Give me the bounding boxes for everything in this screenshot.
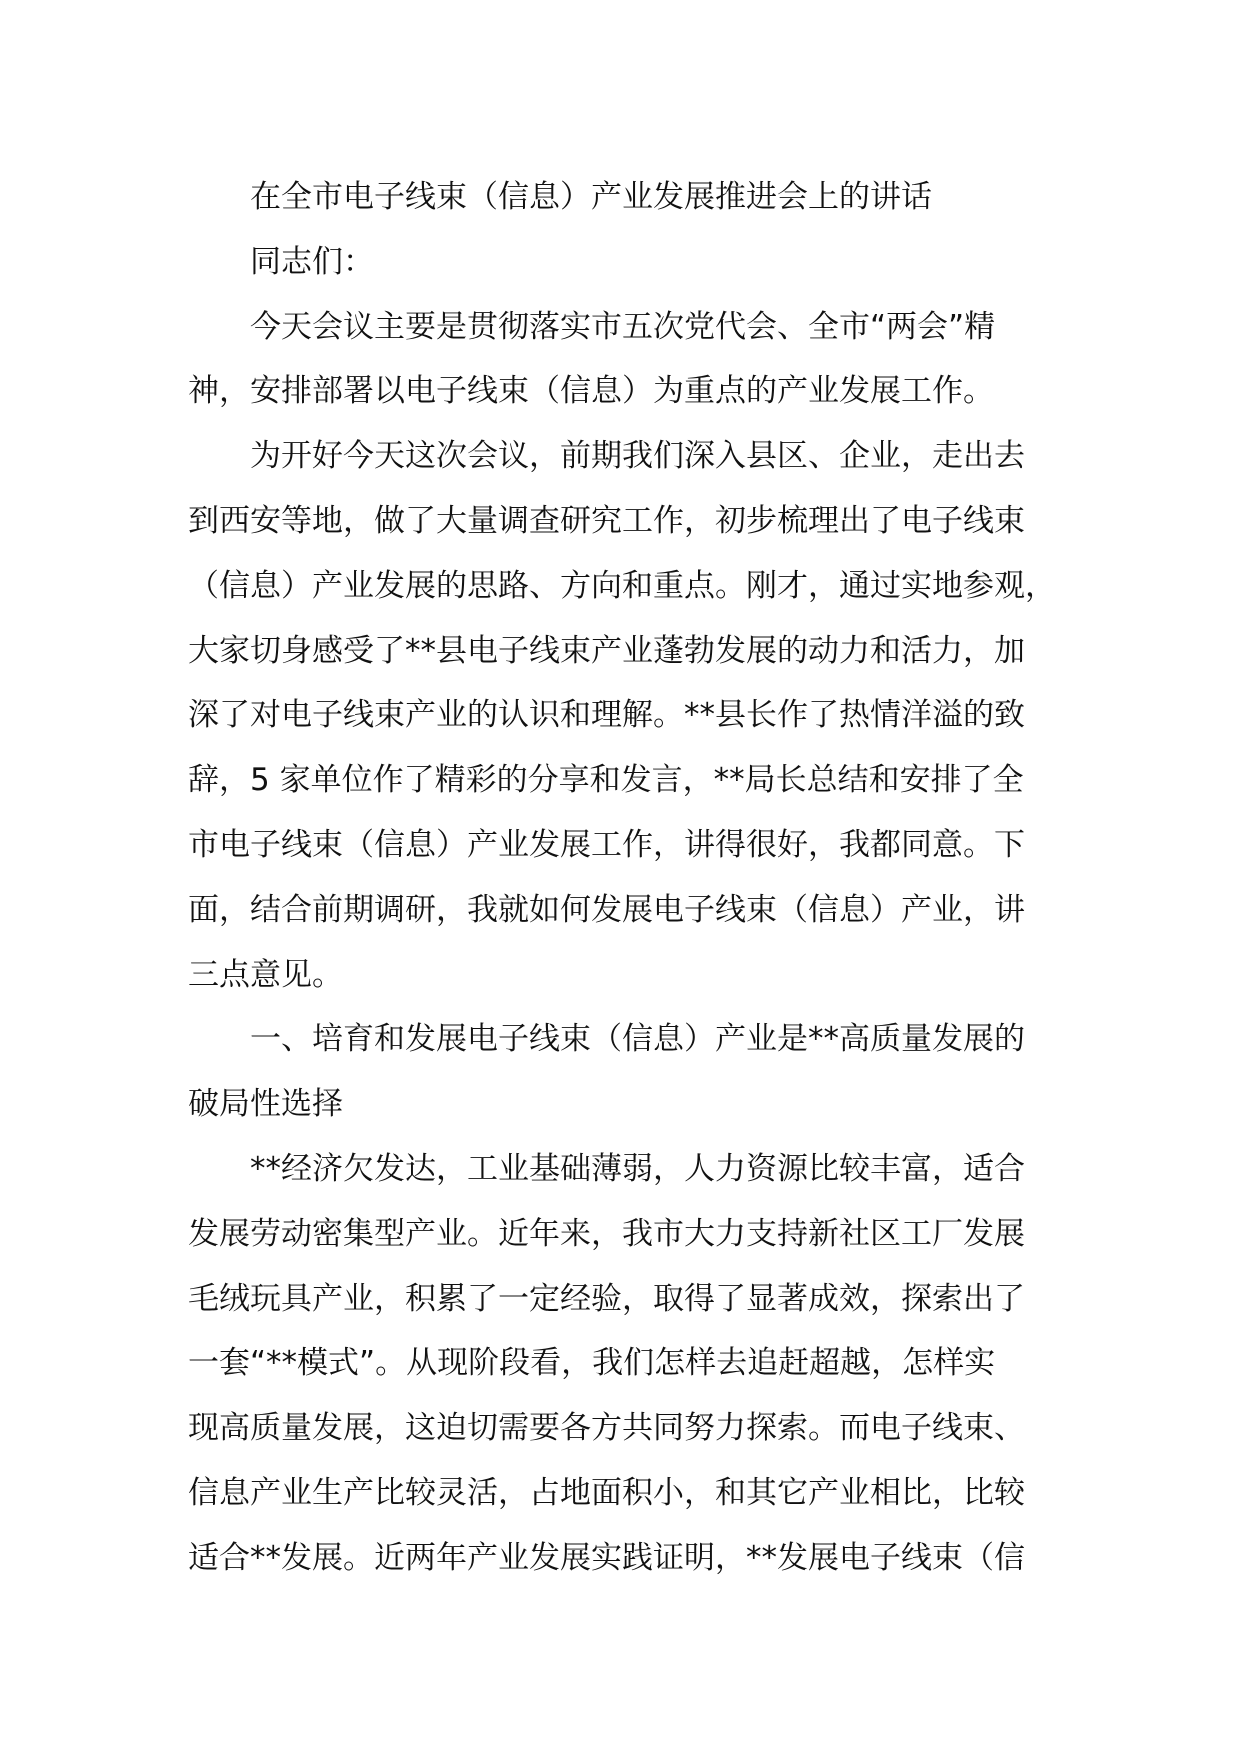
paragraph-line: 深了对电子线束产业的认识和理解。**县长作了热情洋溢的致	[188, 697, 1025, 734]
section-heading-line: 一、培育和发展电子线束（信息）产业是**高质量发展的	[250, 1021, 1025, 1058]
paragraph-1	[188, 295, 1088, 425]
salutation: 同志们：	[250, 243, 374, 280]
paragraph-line: 市电子线束（信息）产业发展工作，讲得很好，我都同意。下	[188, 826, 1025, 863]
paragraph-line: 神，安排部署以电子线束（信息）为重点的产业发展工作。	[188, 373, 994, 410]
paragraph-line: 面，结合前期调研，我就如何发展电子线束（信息）产业，讲	[188, 891, 1025, 928]
document-title: 在全市电子线束（信息）产业发展推进会上的讲话	[250, 179, 932, 215]
section-heading-line: 破局性选择	[188, 1086, 343, 1123]
section-heading-1	[188, 1007, 1088, 1137]
paragraph-line: 发展劳动密集型产业。近年来，我市大力支持新社区工厂发展	[188, 1215, 1025, 1252]
paragraph-line: 到西安等地，做了大量调查研究工作，初步梳理出了电子线束	[188, 502, 1025, 539]
document-body	[188, 165, 1088, 1591]
paragraph-line: 现高质量发展，这迫切需要各方共同努力探索。而电子线束、	[188, 1410, 1025, 1447]
paragraph-2	[188, 424, 1088, 1007]
paragraph-line: 一套“**模式”。从现阶段看，我们怎样去追赶超越，怎样实	[188, 1345, 996, 1382]
paragraph-line: 辞，5 家单位作了精彩的分享和发言，**局长总结和安排了全	[188, 762, 1024, 799]
paragraph-line: 三点意见。	[188, 956, 343, 993]
paragraph-line: （信息）产业发展的思路、方向和重点。刚才，通过实地参观，	[188, 567, 1056, 604]
paragraph-line: 为开好今天这次会议，前期我们深入县区、企业，走出去	[250, 438, 1025, 475]
paragraph-line: 毛绒玩具产业，积累了一定经验，取得了显著成效，探索出了	[188, 1280, 1025, 1317]
paragraph-line: 今天会议主要是贯彻落实市五次党代会、全市“两会”精	[250, 308, 996, 345]
paragraph-line: 大家切身感受了**县电子线束产业蓬勃发展的动力和活力，加	[188, 632, 1025, 669]
paragraph-line: 适合**发展。近两年产业发展实践证明，**发展电子线束（信	[188, 1539, 1025, 1576]
paragraph-3	[188, 1137, 1088, 1591]
paragraph-line: 信息产业生产比较灵活，占地面积小，和其它产业相比，比较	[188, 1474, 1025, 1511]
paragraph-line: **经济欠发达，工业基础薄弱，人力资源比较丰富，适合	[250, 1150, 1025, 1187]
